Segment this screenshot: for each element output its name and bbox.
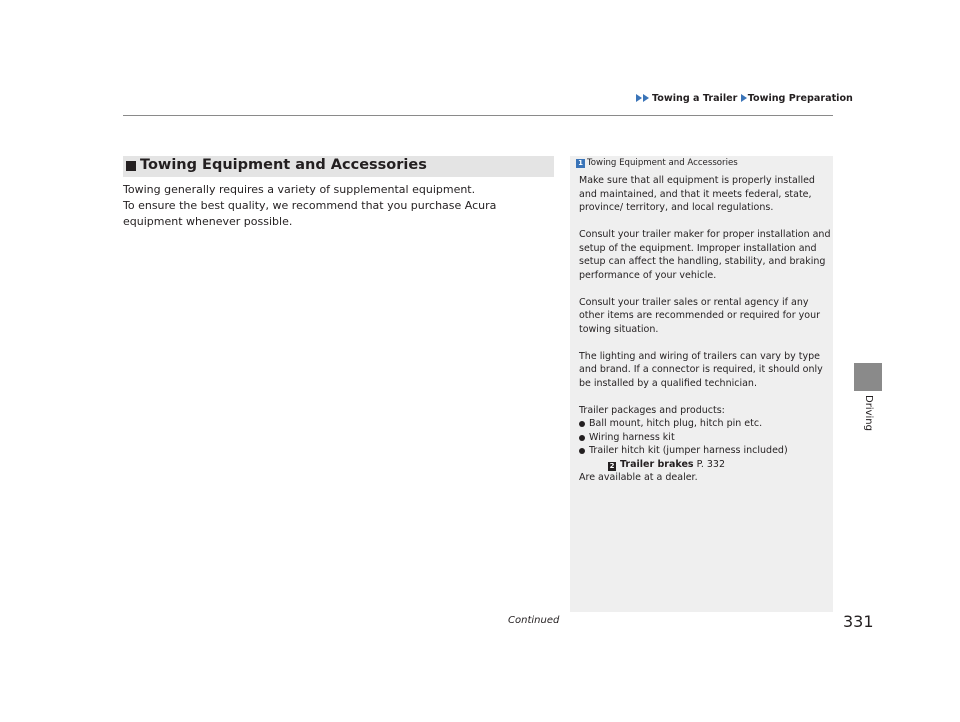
- body-paragraph: Towing generally requires a variety of supplemental equipment.: [123, 183, 476, 196]
- page-number: 331: [843, 612, 874, 631]
- section-title: Towing Equipment and Accessories: [140, 157, 427, 173]
- list-item: [579, 444, 831, 458]
- note-paragraph: Consult your trailer sales or rental agency if any other items are recommended or required for your towing situation.: [579, 296, 821, 335]
- breadcrumb-item[interactable]: Towing Preparation: [747, 93, 853, 104]
- reference-title[interactable]: Trailer brakes: [620, 458, 694, 470]
- note-number-icon: 1: [576, 159, 585, 168]
- note-paragraph: The lighting and wiring of trailers can vary by type and brand. If a connector is required, it should only be installed by a qualified technician.: [579, 350, 823, 389]
- note-paragraph: Consult your trailer maker for proper installation and setup of the equipment. Improper installation and setup can affect the handling, stability, and braking performance of your vehicle.: [579, 229, 831, 281]
- side-note-body: [579, 174, 831, 485]
- breadcrumb-item[interactable]: Towing a Trailer: [652, 93, 738, 104]
- note-list-intro: Trailer packages and products:: [579, 404, 725, 416]
- side-note-title: [576, 158, 738, 168]
- list-item-text: Ball mount, hitch plug, hitch pin etc.: [589, 418, 763, 429]
- note-closing: Are available at a dealer.: [579, 472, 698, 483]
- list-item: [579, 417, 831, 431]
- bullet-icon: [579, 421, 585, 427]
- cross-reference-link[interactable]: [579, 458, 831, 472]
- note-paragraph: Make sure that all equipment is properly installed and maintained, and that it meets federal, state, province/ territory, and local regulations.: [579, 175, 815, 213]
- list-item-text: Wiring harness kit: [589, 431, 675, 443]
- square-bullet-icon: [126, 161, 136, 171]
- body-paragraph: To ensure the best quality, we recommend that you purchase Acura equipment whenever possible.: [123, 199, 497, 228]
- continued-label: Continued: [508, 615, 560, 626]
- breadcrumb-arrow-icon: [643, 94, 649, 102]
- chapter-tab-label: Driving: [863, 395, 874, 431]
- section-body: [123, 182, 553, 230]
- breadcrumb-arrow-icon: [636, 94, 642, 102]
- bullet-icon: [579, 435, 585, 441]
- reference-arrow-icon: 2: [609, 461, 615, 470]
- list-item-text: Trailer hitch kit (jumper harness included): [589, 445, 788, 456]
- list-item: [579, 431, 831, 445]
- breadcrumb-arrow-icon: [741, 94, 747, 102]
- note-list: [579, 417, 831, 458]
- breadcrumb: [636, 93, 853, 104]
- chapter-tab-marker: [854, 363, 882, 391]
- header-divider: [123, 115, 833, 116]
- reference-page: P. 332: [696, 458, 725, 470]
- bullet-icon: [579, 448, 585, 454]
- side-note-title-text: Towing Equipment and Accessories: [587, 158, 738, 168]
